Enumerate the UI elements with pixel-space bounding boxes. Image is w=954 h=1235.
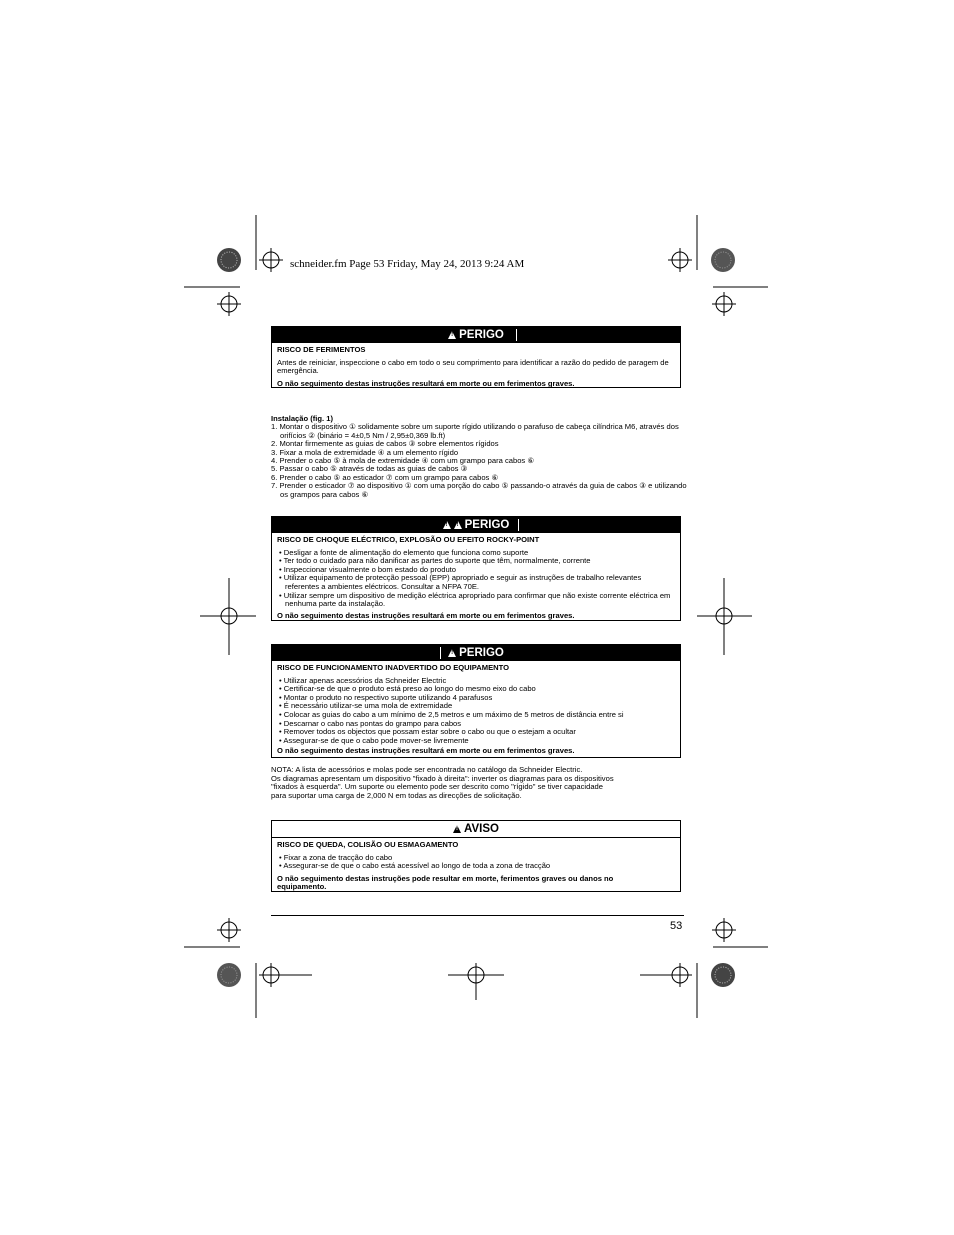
consequence-text: O não seguimento destas instruções resultará em morte ou em ferimentos graves.	[277, 746, 575, 756]
footer-rule	[271, 915, 684, 916]
bullet-item: • Montar o produto no respectivo suporte utilizando 4 parafusos	[279, 692, 493, 702]
note-paragraph	[271, 766, 691, 800]
bullet-item: • É necessário utilizar-se uma mola de extremidade	[279, 701, 453, 711]
install-step: 1. Montar o dispositivo ① solidamente sobre um suporte rígido utilizando o parafuso de cabeça cilíndrica M6, através dos orifícios ② (binário = 4±0,5 Nm / 2,95±0,369 lb.ft)	[271, 422, 679, 440]
danger-label: PERIGO	[459, 329, 504, 341]
electric-warning-icon	[454, 521, 462, 529]
hazard-heading: RISCO DE CHOQUE ELÉCTRICO, EXPLOSÃO OU EFEITO ROCKY-POINT	[277, 535, 540, 544]
consequence-text: O não seguimento destas instruções pode resultar em morte, ferimentos graves ou danos no equipamento.	[277, 873, 614, 892]
warning-triangle-icon	[448, 331, 456, 339]
danger-box-injury	[271, 326, 681, 388]
warning-bar	[272, 821, 680, 838]
install-step: 3. Fixar a mola de extremidade ④ a um elemento rígido	[271, 447, 459, 457]
danger-bar	[272, 517, 680, 533]
danger-label: PERIGO	[459, 647, 504, 659]
install-step: 2. Montar firmemente as guias de cabos ③ sobre elementos rígidos	[271, 439, 499, 449]
hazard-heading: RISCO DE FERIMENTOS	[277, 345, 366, 354]
bullet-item: • Assegurar-se de que o cabo pode mover-se livremente	[279, 735, 469, 745]
bullet-item: • Assegurar-se de que o cabo está acessível ao longo de toda a zona de tracção	[279, 861, 551, 871]
bullet-item: • Ter todo o cuidado para não danificar as partes do suporte que têm, normalmente, corrente	[279, 556, 591, 566]
bullet-item: • Descarnar o cabo nas pontas do grampo para cabos	[279, 718, 462, 728]
warning-triangle-icon	[443, 521, 451, 529]
consequence-text: O não seguimento destas instruções resultará em morte ou em ferimentos graves.	[277, 378, 575, 388]
note-line: "fixados à esquerda". Um suporte ou elemento pode ser descrito como "rígido" se tiver capacidade	[271, 782, 604, 792]
warning-triangle-icon	[453, 825, 461, 833]
bullet-item: • Utilizar apenas acessórios da Schneider Electric	[279, 675, 447, 685]
page-number: 53	[670, 920, 683, 932]
bullet-item: • Utilizar sempre um dispositivo de medição eléctrica apropriado para confirmar que não existe corrente eléctrica em nenhuma parte da instalação.	[279, 590, 671, 609]
file-header: schneider.fm Page 53 Friday, May 24, 2013 9:24 AM	[290, 258, 525, 270]
warning-triangle-icon	[448, 649, 456, 657]
hazard-heading: RISCO DE FUNCIONAMENTO INADVERTIDO DO EQUIPAMENTO	[277, 663, 510, 672]
bullet-item: • Certificar-se de que o produto está preso ao longo do mesmo eixo do cabo	[279, 684, 536, 694]
danger-box-equipment	[271, 644, 681, 758]
installation-title: Instalação (fig. 1)	[271, 414, 334, 423]
bullet-item: • Colocar as guias do cabo a um mínimo de 2,5 metros e um máximo de 5 metros de distância entre si	[279, 709, 624, 719]
installation-section	[271, 415, 691, 499]
danger-box-electric	[271, 516, 681, 621]
install-step: 5. Passar o cabo ⑤ através de todas as guias de cabos ③	[271, 464, 468, 474]
bullet-item: • Utilizar equipamento de protecção pessoal (EPP) apropriado e seguir as instruções de trabalho relevantes referentes a ambientes eléctricos. Consultar a NFPA 70E.	[279, 573, 642, 591]
note-line: Os diagramas apresentam um dispositivo "fixado à direita": inverter os diagramas para os dispositivos	[271, 773, 614, 783]
note-line: para suportar uma carga de 2,000 N em todas as direcções de solicitação.	[271, 790, 522, 800]
install-step: 6. Prender o cabo ⑤ ao esticador ⑦ com um grampo para cabos ⑥	[271, 472, 499, 482]
danger-bar	[272, 327, 680, 343]
warning-label: AVISO	[464, 823, 499, 835]
bullet-item: • Fixar a zona de tracção do cabo	[279, 852, 393, 862]
consequence-text: O não seguimento destas instruções resultará em morte ou em ferimentos graves.	[277, 610, 575, 620]
install-step: 7. Prender o esticador ⑦ ao dispositivo ① com uma porção do cabo ⑤ passando-o através da guia de cabos ③ e utilizando os grampos para cabos ⑥	[271, 481, 687, 499]
danger-bar	[272, 645, 680, 661]
danger-label: PERIGO	[464, 519, 510, 531]
bullet-item: • Inspeccionar visualmente o bom estado do produto	[279, 564, 456, 574]
install-step: 4. Prender o cabo ⑤ à mola de extremidade ④ com um grampo para cabos ⑥	[271, 456, 535, 466]
bullet-item: • Desligar a fonte de alimentação do elemento que funciona como suporte	[279, 547, 529, 557]
hazard-text: Antes de reiniciar, inspeccione o cabo em todo o seu comprimento para identificar a razão do pedido de paragem de emergência.	[277, 357, 669, 376]
hazard-heading: RISCO DE QUEDA, COLISÃO OU ESMAGAMENTO	[277, 840, 459, 849]
note-line: NOTA: A lista de acessórios e molas pode ser encontrada no catálogo da Schneider Electric.	[271, 765, 583, 774]
bullet-item: • Remover todos os objectos que possam estar sobre o cabo ou que o estejam a ocultar	[279, 727, 576, 737]
warning-box-fall	[271, 820, 681, 892]
